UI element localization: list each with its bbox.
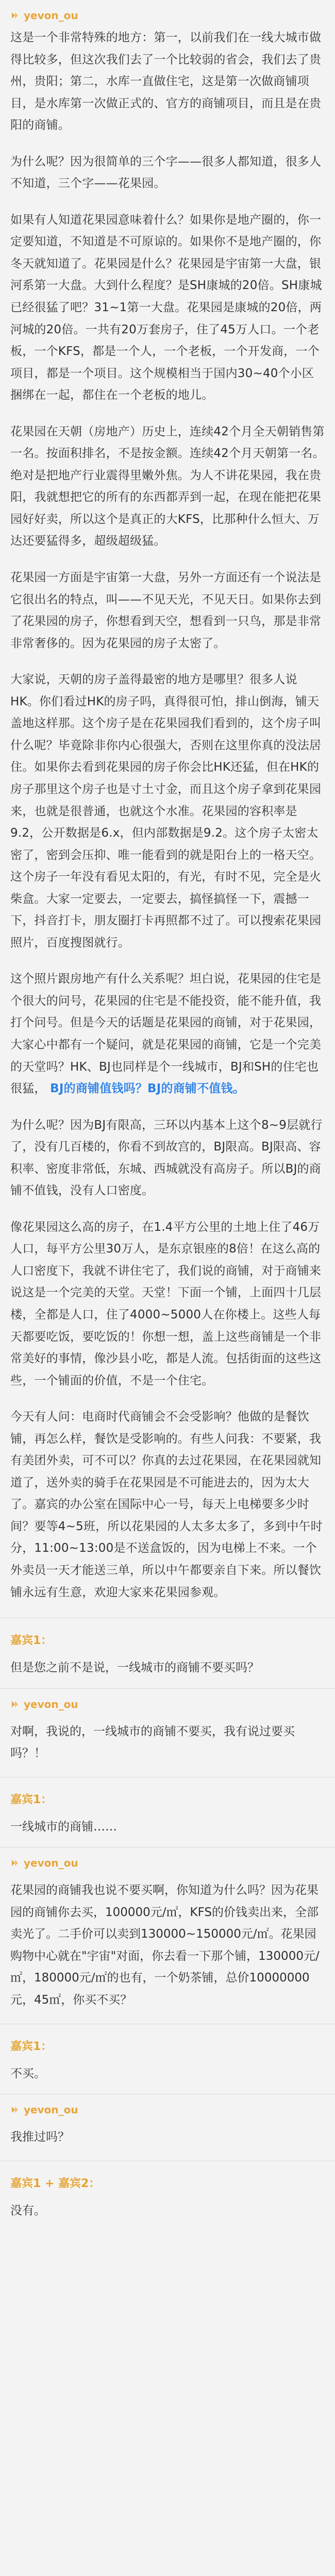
reply-text: 花果园的商铺我也说不要买啊，你知道为什么吗？因为花果园的商铺你去买，100000元/㎡，KFS的价钱卖出来，全部卖光了。二手价可以卖到130000~150000元/㎡。花果园购物中心就在"宇宙"对面，你去看一下那个铺，130000元/㎡，180000元/㎡的也有，一个奶茶铺，总价10000000元，45㎡，你买不买？ — [10, 1884, 320, 2007]
author-logo-icon — [10, 2105, 20, 2114]
post-paragraph: 花果园一方面是宇宙第一大盘，另外一方面还有一个说法是它很出名的特点，叫——不见天光，不见天日。如果你去到了花果园的房子，你想看到天空，想看到一只鸟，那是非常非常奢侈的。因为花果园的房子太密了。 — [10, 571, 322, 650]
post-paragraph — [10, 968, 325, 1099]
author-reply — [0, 1847, 335, 2023]
post-paragraph: 如果有人知道花果园意味着什么？如果你是地产圈的，你一定要知道，不知道是不可原谅的。如果你不是地产圈的，你冬天就知道了。花果园是什么？花果园是宇宙第一大盘，银河系第一大盘。大到什么程度？是SH康城的20倍。SH康城已经很猛了吧？31~1第一大盘。花果园是康城的20倍，两河城的20倍。一共有20万套房子，住了45万人口。一个老板，一个KFS，都是一个人，一个老板，一个开发商，一个项目，都是一个项目。这个规模相当于国内30~40个小区捆绑在一起，都住在一个老板的地儿。 — [10, 213, 322, 402]
guest-text: 不买。 — [10, 2066, 46, 2080]
guest-text: 但是您之前不是说，一线城市的商铺不要买吗？ — [10, 1661, 259, 1675]
guest-label: 嘉宾1： — [10, 1634, 53, 1648]
post-paragraph: 大家说，天朝的房子盖得最密的地方是哪里？很多人说HK。你们看过HK的房子吗，真得很可怕，排山倒海，铺天盖地这样那。这个房子是在花果园我们看到的，这个房子叫什么呢？毕竟除非你内心很强大，否则在这里你真的没法居住。如果你去看到花果园的房子你会比HK还猛，但在HK的房子那里这个房子也是寸土寸金，而且这个房子拿到花果园来，也就是很普通，也就这个水准。花果园的容积率是9.2，公开数据是6.x，但内部数据是9.2。这个房子太密太密了，密到会压抑、唯一能看到的就是阳台上的一格天空。这个房子一年没有看见太阳的，有光，有时不见，完全是火柴盒。大家一定要去，一定要去，搞怪搞怪一下，震撼一下，抖音打卡，朋友圈打卡再照都不过了。可以搜索花果园照片，百度搜图就行。 — [10, 673, 322, 950]
guest-question — [0, 1618, 335, 1688]
post-paragraph-text: 这个照片跟房地产有什么关系呢？坦白说，花果园的住宅是个很大的问号，花果园的住宅是不能投资，能不能升值，我打个问号。但是今天的话题是花果园的商铺，对于花果园，大家心中都有一个疑问，就是花果园的商铺，它是一个完美的天堂吗？HK、BJ也同样是个一线城市，BJ和SH的住宅也很猛， — [10, 972, 322, 1096]
post-paragraph: 为什么呢？因为BJ有限高，三环以内基本上这个8~9层就行了，没有几百楼的，你看不到故宫的，BJ限高。BJ限高、容积率、密度非常低，东城、西城就没有高房子。所以BJ的商铺不值钱，没有人口密度。 — [10, 1118, 323, 1198]
guest-label: 嘉宾1： — [10, 2040, 53, 2053]
author-name[interactable]: yevon_ou — [24, 2104, 78, 2116]
post-header — [0, 0, 335, 27]
post-paragraph: 为什么呢？因为很简单的三个字——很多人都知道，很多人不知道，三个字——花果园。 — [10, 155, 322, 191]
author-reply — [0, 1688, 335, 1777]
post-paragraph: 今天有人问：电商时代商铺会不会受影响？他做的是餐饮铺，再怎么样，餐饮是受影响的。有些人问我：不要紧，我有美团外卖，可不可以？你真的去过花果园，在花果园就知道了，送外卖的骑手在花果园是不可能进去的，因为太大了。嘉宾的办公室在国际中心一号，每天上电梯要多少时间？要等4~5班，所以花果园的人太多太多了，多到中午时分，11:00~13:00是不送盒饭的，因为电梯上不来。一个外卖员一天才能送三单，所以中午都要亲自下来。所以餐饮铺永远有生意，欢迎大家来花果园参观。 — [10, 1410, 323, 1599]
guest-text: 没有。 — [10, 2204, 46, 2217]
reply-header — [10, 1857, 325, 1869]
author-reply — [0, 2094, 335, 2161]
guest-question — [0, 2024, 335, 2094]
highlight-text: BJ的商铺值钱吗？BJ的商铺不值钱。 — [50, 1082, 245, 1096]
author-name[interactable]: yevon_ou — [24, 1857, 78, 1870]
guest-label: 嘉宾1 + 嘉宾2： — [10, 2177, 100, 2190]
post-paragraph: 花果园在天朝（房地产）历史上，连续42个月全天朝销售第一名。按面积排名，不是按金额。连续42个月天朝第一名。绝对是把地产行业震得里嫩外焦。为人不讲花果园，我在贵阳，我就想把它的所有的东西都弄到一起，在现在能把花果园好好卖，所以这个是真正的大KFS，比那种什么恒大、万达还要猛得多，超级超级猛。 — [10, 425, 325, 548]
qa-section — [0, 1618, 335, 2231]
guest-question — [0, 1777, 335, 1848]
post-body — [0, 27, 335, 1603]
reply-text: 我推过吗？ — [10, 2130, 70, 2144]
post-paragraph: 这是一个非常特殊的地方：第一，以前我们在一线大城市做得比较多，但这次我们去了一个比较弱的省会，我们去了贵州，贵阳；第二，水库一直做住宅，这是第一次做商铺项目，是水库第一次做正式的、官方的商铺项目，而且是在贵阳的商铺。 — [10, 31, 322, 132]
author-logo-icon — [10, 1858, 20, 1868]
reply-header — [10, 1698, 325, 1710]
author-name[interactable]: yevon_ou — [24, 1698, 78, 1710]
guest-label: 嘉宾1： — [10, 1793, 53, 1806]
post-paragraph: 像花果园这么高的房子，在1.4平方公里的土地上住了46万人口，每平方公里30万人，是东京银座的8倍！在这么高的人口密度下，我就不讲住宅了，我们说的商铺，对于商铺来说这是一个完美的天堂。天堂！下面一个铺，上面四十几层楼，全都是人口，住了4000~5000人在你楼上。这些人每天都要吃饭，要吃饭的！你想一想，盖上这些商铺是一个非常美好的事情，像沙县小吃，都是人流。包括街面的这些这些，一个铺面的价值，不是一个住宅。 — [10, 1220, 322, 1387]
author-name[interactable]: yevon_ou — [24, 9, 78, 22]
reply-header — [10, 2104, 325, 2116]
author-logo-icon — [10, 11, 20, 20]
guest-text: 一线城市的商铺…… — [10, 1820, 117, 1834]
guest-question — [0, 2161, 335, 2231]
author-logo-icon — [10, 1700, 20, 1709]
reply-text: 对啊，我说的，一线城市的商铺不要买，我有说过要买吗？！ — [10, 1724, 295, 1760]
